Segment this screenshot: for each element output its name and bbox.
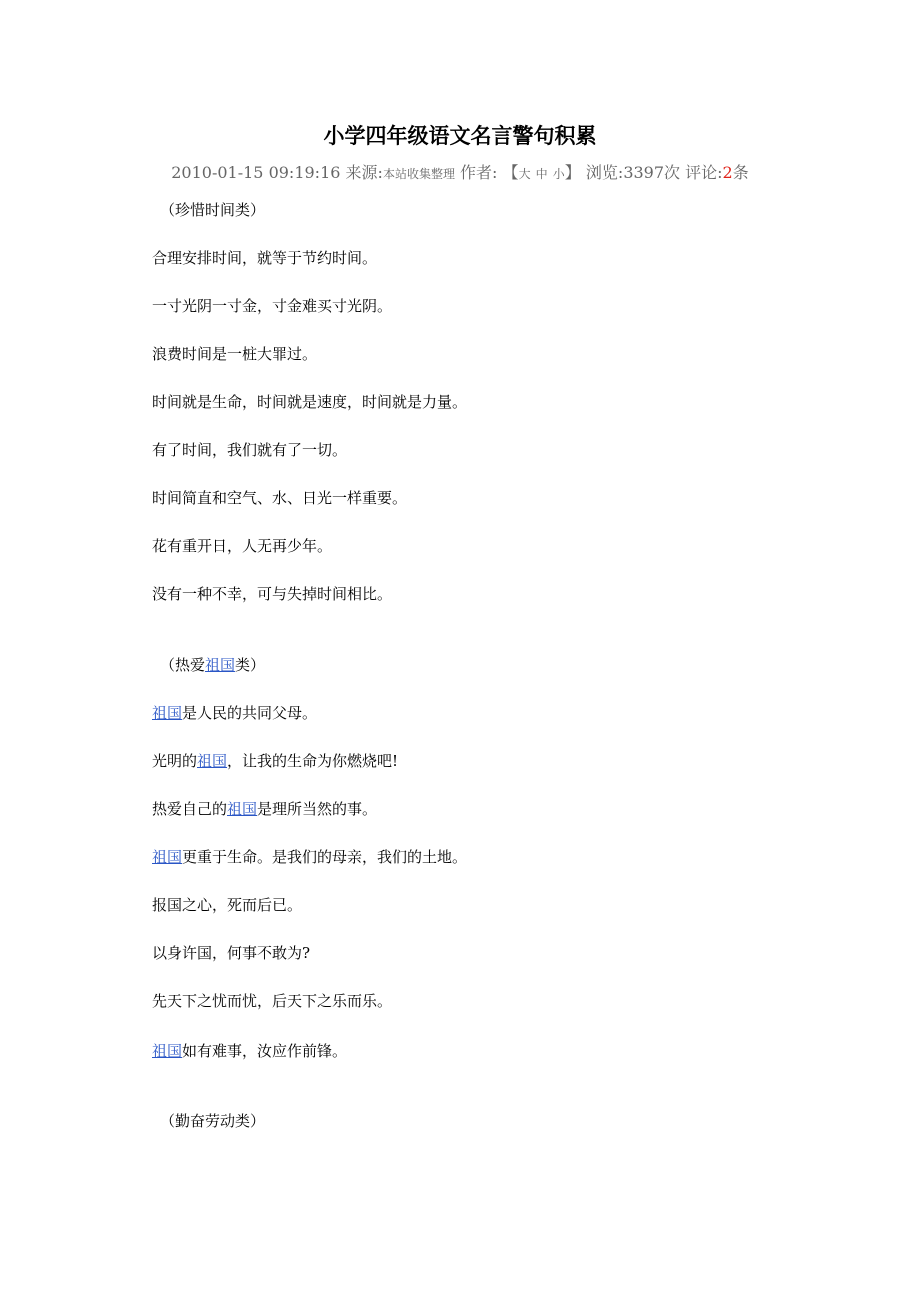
quote-line: 合理安排时间，就等于节约时间。 (152, 249, 378, 267)
heading-text: 类） (235, 656, 266, 674)
quote-line: 没有一种不幸，可与失掉时间相比。 (152, 585, 393, 603)
quote-line: 浪费时间是一桩大罪过。 (152, 345, 318, 363)
article-title: 小学四年级语文名言警句积累 (323, 123, 597, 148)
quote-line (152, 1040, 347, 1061)
motherland-link[interactable]: 祖国 (152, 704, 183, 722)
section-heading-time: （珍惜时间类） (160, 201, 266, 219)
comments-unit: 条 (732, 163, 749, 182)
quote-text: 是理所当然的事。 (257, 800, 378, 818)
quote-text: 光明的 (152, 752, 198, 770)
publish-datetime: 2010-01-15 09:19:16 (171, 163, 341, 182)
quote-line (152, 798, 377, 819)
quote-line: 以身许国，何事不敢为? (152, 944, 311, 962)
views-label: 浏览: (585, 163, 624, 182)
motherland-link[interactable]: 祖国 (227, 800, 258, 818)
article-meta (0, 160, 920, 183)
motherland-link[interactable]: 祖国 (152, 848, 183, 866)
motherland-link[interactable]: 祖国 (205, 656, 236, 674)
motherland-link[interactable]: 祖国 (152, 1042, 183, 1060)
heading-text: （热爱 (160, 656, 206, 674)
source-label: 来源: (345, 163, 383, 182)
quote-text: 是人民的共同父母。 (182, 704, 318, 722)
quote-line: 花有重开日，人无再少年。 (152, 537, 333, 555)
quote-line: 先天下之忧而忧，后天下之乐而乐。 (152, 992, 393, 1010)
quote-text: 更重于生命。是我们的母亲，我们的土地。 (182, 848, 468, 866)
motherland-link[interactable]: 祖国 (197, 752, 228, 770)
source-value: 本站收集整理 (382, 167, 455, 181)
font-size-close-bracket: 】 (564, 163, 581, 182)
comments-count: 2 (722, 163, 733, 182)
quote-line: 时间简直和空气、水、日光一样重要。 (152, 489, 408, 507)
font-size-large-button[interactable]: 大 (518, 167, 531, 181)
views-count: 3397 (623, 163, 665, 182)
quote-line: 时间就是生命，时间就是速度，时间就是力量。 (152, 393, 468, 411)
quote-text: 热爱自己的 (152, 800, 228, 818)
quote-line (152, 702, 317, 723)
comments-label: 评论: (685, 163, 723, 182)
font-size-open-bracket: 【 (502, 163, 519, 182)
quote-line (152, 846, 467, 867)
quote-line: 有了时间，我们就有了一切。 (152, 441, 348, 459)
quote-text: 如有难事，汝应作前锋。 (182, 1042, 348, 1060)
quote-text: ，让我的生命为你燃烧吧! (227, 752, 399, 770)
font-size-medium-button[interactable]: 中 (535, 167, 548, 181)
quote-line (152, 750, 398, 771)
quote-line: 报国之心，死而后已。 (152, 896, 303, 914)
quote-line: 一寸光阴一寸金，寸金难买寸光阴。 (152, 297, 393, 315)
font-size-small-button[interactable]: 小 (552, 167, 565, 181)
section-heading-labor: （勤奋劳动类） (160, 1112, 266, 1130)
section-heading-motherland (160, 654, 265, 675)
views-unit: 次 (664, 163, 681, 182)
author-label: 作者: (460, 163, 498, 182)
